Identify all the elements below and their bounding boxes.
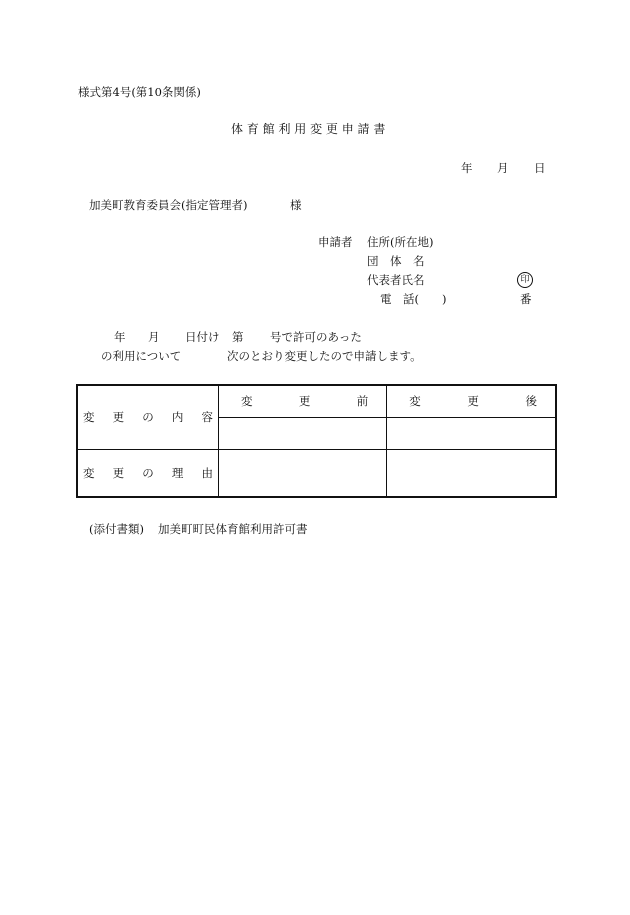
before-value-cell[interactable] (219, 417, 387, 449)
date-year: 年 (461, 161, 473, 175)
body-year: 年 (114, 330, 126, 344)
date-day: 日 (534, 161, 546, 175)
document-title: 体 育 館 利 用 変 更 申 請 書 (231, 122, 386, 136)
after-header: 変 更 後 (387, 385, 556, 417)
attachments-value: 加美町町民体育館利用許可書 (158, 522, 308, 536)
after-value-cell[interactable] (387, 417, 556, 449)
body-usage-text: の利用について (101, 349, 182, 363)
body-permission-text: 号で許可のあった (270, 330, 362, 344)
reason-before-cell[interactable] (219, 449, 387, 497)
phone-suffix: 番 (520, 292, 532, 306)
change-content-label: 変 更 の 内 容 (77, 385, 219, 449)
form-number: 様式第4号(第10条関係) (78, 85, 201, 99)
seal-mark: 印 (517, 272, 533, 288)
addressee-honorific: 様 (290, 198, 302, 212)
body-request-text: 次のとおり変更したので申請します。 (227, 349, 422, 363)
change-table (76, 384, 557, 498)
addressee: 加美町教育委員会(指定管理者) (89, 198, 248, 212)
applicant-phone: 電 話( ) (380, 292, 447, 306)
body-number-prefix: 第 (232, 330, 244, 344)
applicant-group-name: 団 体 名 (367, 254, 425, 268)
attachments-label: (添付書類) (89, 522, 144, 536)
body-month: 月 (148, 330, 160, 344)
applicant-label: 申請者 (318, 235, 353, 249)
reason-after-cell[interactable] (387, 449, 556, 497)
change-reason-label: 変 更 の 理 由 (77, 449, 219, 497)
before-header: 変 更 前 (219, 385, 387, 417)
date-month: 月 (497, 161, 509, 175)
body-date-suffix: 日付け (185, 330, 220, 344)
applicant-representative: 代表者氏名 (367, 273, 425, 287)
applicant-address: 住所(所在地) (367, 235, 434, 249)
